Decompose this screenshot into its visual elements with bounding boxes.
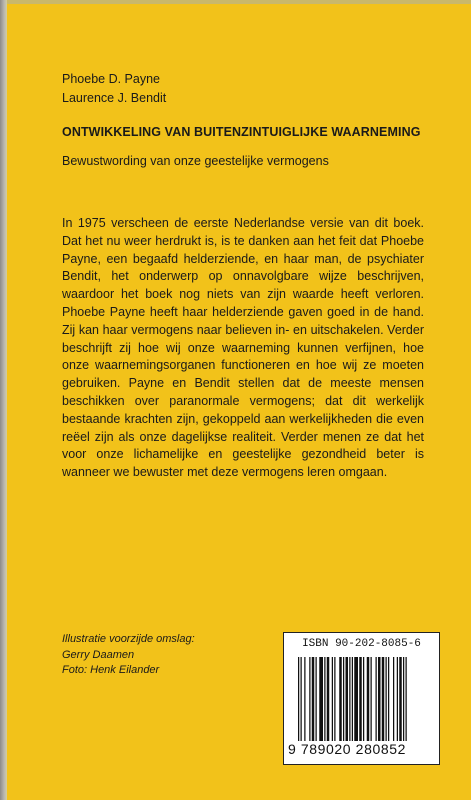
barcode-bar [301, 657, 302, 741]
barcode-bar [343, 657, 344, 741]
credit-line: Foto: Henk Eilander [62, 664, 160, 676]
credit-line: Gerry Daamen [62, 648, 135, 661]
barcode-bar [354, 657, 358, 741]
barcode-bar [298, 657, 299, 741]
ean-digits: 9 789020 280852 [288, 741, 406, 757]
barcode-bar [378, 657, 381, 741]
barcode-bar [312, 657, 315, 741]
barcode-bar [376, 657, 377, 741]
isbn-label: ISBN 90-202-8085-6 [302, 638, 421, 650]
barcode-bar [406, 657, 407, 741]
author-name: Phoebe D. Payne [62, 72, 160, 86]
barcode-bar [388, 657, 389, 741]
barcode-bar [386, 657, 387, 741]
barcode-bar [334, 657, 335, 741]
barcode-bar [319, 657, 323, 741]
barcode-image [298, 657, 427, 741]
cover-credits [62, 632, 262, 679]
page-block-edge [0, 0, 7, 800]
cover-content [62, 70, 432, 482]
barcode-bar [367, 657, 370, 741]
barcode-bar [352, 657, 353, 741]
barcode-bar [393, 657, 394, 741]
author-name: Laurence J. Bendit [62, 91, 167, 105]
barcode-bar [309, 657, 310, 741]
barcode-bar [316, 657, 317, 741]
credit-line: Illustratie voorzijde omslag: [62, 633, 195, 645]
barcode-bar [363, 657, 364, 741]
barcode-bar [371, 657, 372, 741]
barcode-bar [346, 657, 349, 741]
authors [62, 70, 432, 108]
barcode-bar [403, 657, 404, 741]
barcode-panel [283, 632, 440, 765]
barcode-bar [359, 657, 362, 741]
barcode-bar [332, 657, 333, 741]
barcode-bar [397, 657, 398, 741]
book-title: ONTWIKKELING VAN BUITENZINTUIGLIJKE WAARNEMING [62, 125, 421, 139]
barcode-bar [349, 657, 350, 741]
barcode-bar [399, 657, 402, 741]
barcode-bar [339, 657, 342, 741]
page-block-top [0, 0, 471, 4]
blurb-text: In 1975 verscheen de eerste Nederlandse versie van dit boek. Dat het nu weer herdrukt is, is te danken aan het feit dat Phoebe Payne, een begaafd helderziende, en haar man, de psychiater Bendit, het onderwerp op onnavolgbare wijze beschrijven, waardoor het boek nog niets van zijn waarde heeft verloren. Phoebe Payne heeft haar helderziende gaven goed in de hand. Zij kan haar vermogens naar believen in- en uitschakelen. Verder beschrijft zij hoe wij onze waarneming kunnen verfijnen, hoe onze waarnemingsorganen functioneren en hoe wij ze moeten gebruiken. Payne en Bendit stellen dat de meeste mensen beschikken over paranormale vermogens; dat dit werkelijk bestaande krachten zijn, gekoppeld aan werkelijkheden die even reëel zijn als onze dagelijkse realiteit. Verder menen ze dat het voor onze lichamelijke en geestelijke gezondheid beter is wanneer we bewuster met deze vermogens leren omgaan. [62, 216, 424, 480]
barcode-bar [327, 657, 330, 741]
barcode-bar [382, 657, 385, 741]
barcode-bar [324, 657, 325, 741]
barcode-bar [304, 657, 305, 741]
book-subtitle: Bewustwording van onze geestelijke vermogens [62, 154, 329, 168]
